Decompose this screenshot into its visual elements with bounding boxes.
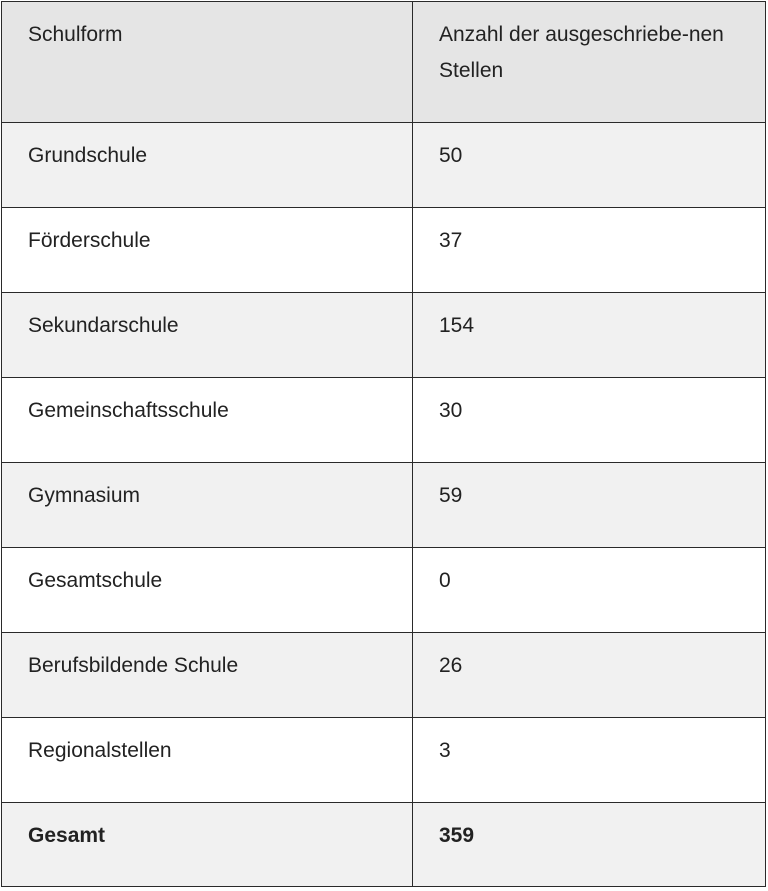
table-row <box>2 718 766 803</box>
table-row <box>2 123 766 208</box>
header-schulform: Schulform <box>2 2 413 123</box>
cell-schulform: Förderschule <box>2 208 413 293</box>
total-value: 359 <box>413 803 766 887</box>
header-anzahl-stellen: Anzahl der ausgeschriebe-nen Stellen <box>413 2 766 123</box>
table-row <box>2 208 766 293</box>
table-row <box>2 378 766 463</box>
cell-anzahl: 37 <box>413 208 766 293</box>
cell-schulform: Berufsbildende Schule <box>2 633 413 718</box>
cell-anzahl: 50 <box>413 123 766 208</box>
cell-anzahl: 26 <box>413 633 766 718</box>
cell-anzahl: 30 <box>413 378 766 463</box>
cell-schulform: Grundschule <box>2 123 413 208</box>
table-row <box>2 463 766 548</box>
cell-schulform: Gymnasium <box>2 463 413 548</box>
table-header-row <box>2 2 766 123</box>
table-row <box>2 548 766 633</box>
cell-schulform: Gesamtschule <box>2 548 413 633</box>
stellen-table <box>1 1 766 887</box>
cell-schulform: Gemeinschaftsschule <box>2 378 413 463</box>
table-total-row <box>2 803 766 887</box>
table-row <box>2 633 766 718</box>
cell-anzahl: 59 <box>413 463 766 548</box>
cell-anzahl: 3 <box>413 718 766 803</box>
cell-anzahl: 154 <box>413 293 766 378</box>
cell-schulform: Regionalstellen <box>2 718 413 803</box>
total-label: Gesamt <box>2 803 413 887</box>
cell-schulform: Sekundarschule <box>2 293 413 378</box>
cell-anzahl: 0 <box>413 548 766 633</box>
table-row <box>2 293 766 378</box>
